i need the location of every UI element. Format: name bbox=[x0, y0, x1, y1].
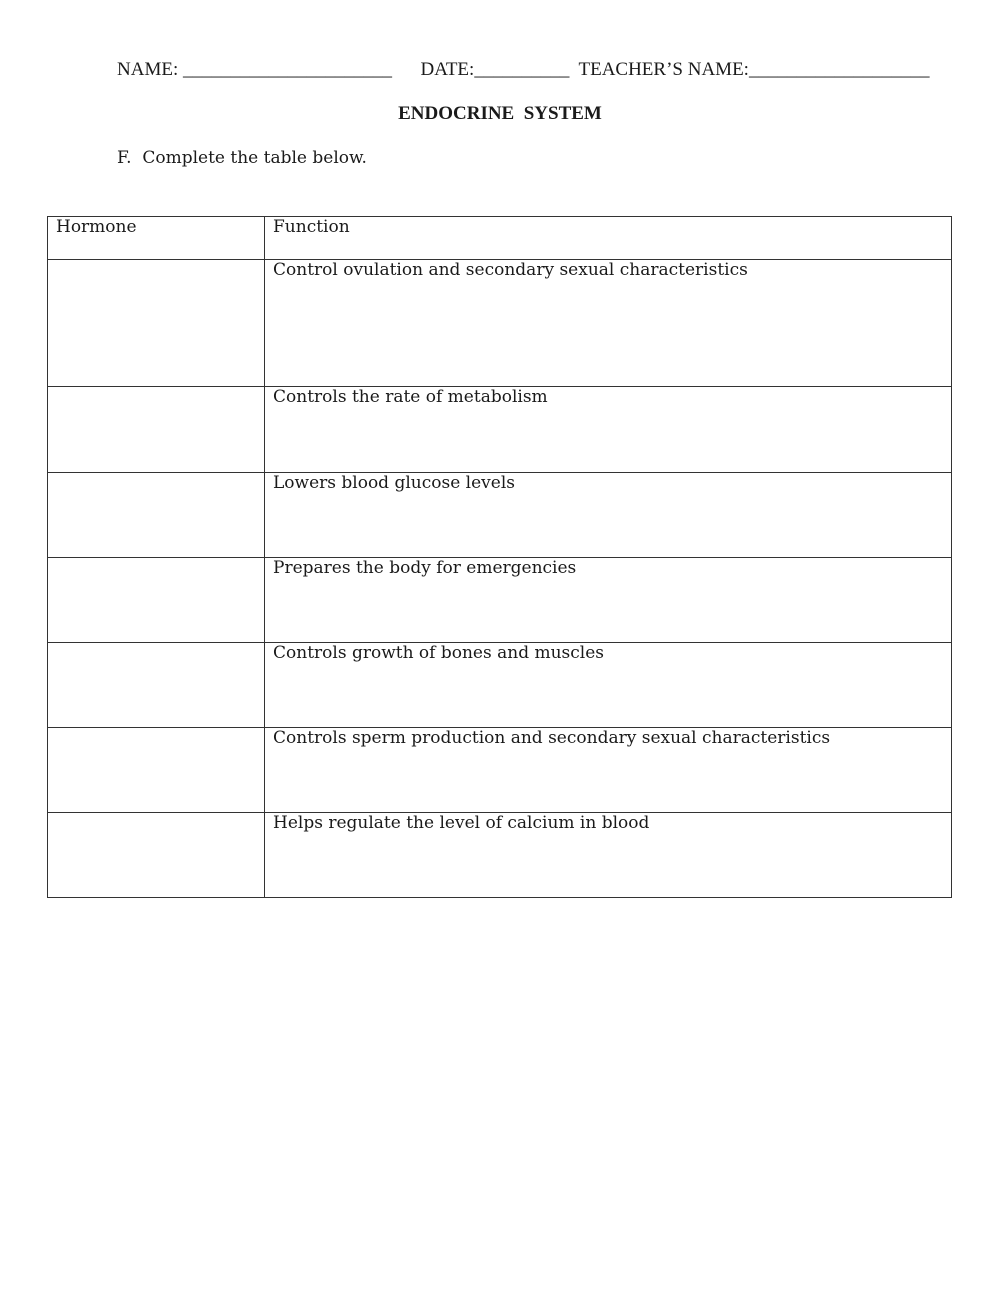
function-cell bbox=[265, 473, 952, 558]
table-row bbox=[48, 387, 952, 473]
table-row bbox=[48, 728, 952, 813]
hormone-answer-cell[interactable] bbox=[48, 728, 265, 813]
hormone-function-table bbox=[47, 216, 952, 898]
function-text: Controls growth of bones and muscles bbox=[273, 643, 605, 663]
table-row bbox=[48, 260, 952, 387]
function-cell bbox=[265, 643, 952, 728]
function-cell bbox=[265, 260, 952, 387]
function-cell bbox=[265, 728, 952, 813]
table-row bbox=[48, 558, 952, 643]
function-text: Controls sperm production and secondary sexual characteristics bbox=[273, 728, 831, 748]
teacher-name-blank[interactable]: ___________________ bbox=[748, 59, 930, 80]
header-cell-function bbox=[265, 217, 952, 260]
function-text: Controls the rate of metabolism bbox=[273, 387, 548, 407]
hormone-answer-cell[interactable] bbox=[48, 643, 265, 728]
table-row bbox=[48, 813, 952, 898]
hormone-answer-cell[interactable] bbox=[48, 387, 265, 473]
hormone-answer-cell[interactable] bbox=[48, 813, 265, 898]
table-row bbox=[48, 473, 952, 558]
name-blank[interactable]: ______________________ bbox=[182, 59, 392, 80]
student-info-line bbox=[117, 59, 957, 81]
hormone-answer-cell[interactable] bbox=[48, 260, 265, 387]
header-hormone-label: Hormone bbox=[56, 217, 137, 237]
hormone-answer-cell[interactable] bbox=[48, 558, 265, 643]
function-cell bbox=[265, 387, 952, 473]
table-row bbox=[48, 643, 952, 728]
name-label: NAME: bbox=[117, 59, 179, 80]
function-cell bbox=[265, 813, 952, 898]
table-header-row bbox=[48, 217, 952, 260]
header-cell-hormone bbox=[48, 217, 265, 260]
function-text: Lowers blood glucose levels bbox=[273, 473, 516, 493]
date-blank[interactable]: __________ bbox=[474, 59, 570, 80]
instruction-text: F. Complete the table below. bbox=[117, 148, 367, 168]
function-text: Prepares the body for emergencies bbox=[273, 558, 577, 578]
header-function-label: Function bbox=[273, 217, 350, 237]
function-text: Helps regulate the level of calcium in blood bbox=[273, 813, 650, 833]
function-cell bbox=[265, 558, 952, 643]
function-text: Control ovulation and secondary sexual characteristics bbox=[273, 260, 748, 280]
teacher-name-label: TEACHER’S NAME: bbox=[578, 59, 749, 80]
date-label: DATE: bbox=[420, 59, 475, 80]
worksheet-title: ENDOCRINE SYSTEM bbox=[398, 103, 602, 124]
hormone-answer-cell[interactable] bbox=[48, 473, 265, 558]
